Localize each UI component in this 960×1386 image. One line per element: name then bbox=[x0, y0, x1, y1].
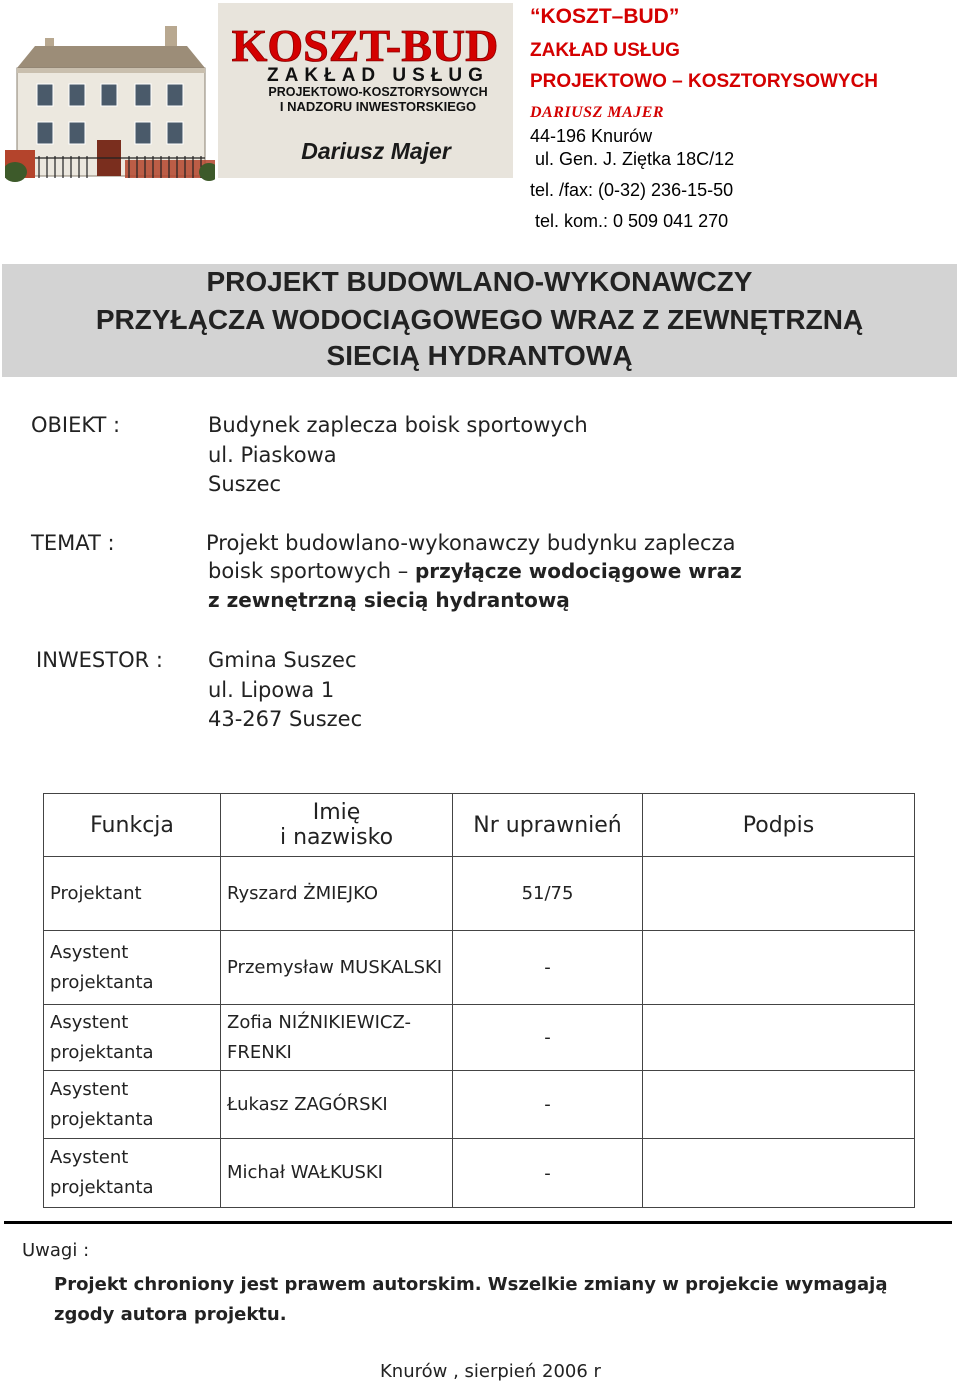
header-name-line-1: Imię bbox=[312, 800, 361, 825]
logo-subtitle-3: I NADZORU INWESTORSKIEGO bbox=[279, 99, 477, 114]
cell-name-text: Michał WAŁKUSKI bbox=[227, 1162, 383, 1183]
cell-name bbox=[221, 931, 453, 1005]
design-team-table bbox=[43, 793, 915, 1208]
cell-name-text: Łukasz ZAGÓRSKI bbox=[227, 1093, 388, 1115]
temat-line-3: z zewnętrzną siecią hydrantową bbox=[208, 588, 570, 612]
header-license: Nr uprawnień bbox=[453, 794, 643, 857]
cell-function-text: Asystent bbox=[50, 941, 129, 963]
note-label: Uwagi : bbox=[22, 1240, 90, 1261]
inwestor-label: INWESTOR : bbox=[36, 648, 163, 672]
header-name-line-2: i nazwisko bbox=[279, 825, 394, 850]
cell-signature bbox=[643, 931, 915, 1005]
cell-license: - bbox=[453, 1071, 643, 1139]
logo-subtitle-2: PROJEKTOWO-KOSZTORYSOWYCH bbox=[268, 85, 488, 99]
cell-function bbox=[44, 931, 221, 1005]
temat-line-2-plain: boisk sportowych – bbox=[208, 559, 415, 583]
company-owner: DARIUSZ MAJER bbox=[530, 104, 665, 121]
copyright-note: Projekt chroniony jest prawem autorskim. Wszelkie zmiany w projekcie wymagają zgody autora projektu. bbox=[54, 1274, 888, 1325]
temat-line-2-bold: przyłącze wodociągowe wraz bbox=[414, 559, 742, 583]
obiekt-line-3: Suszec bbox=[208, 472, 282, 496]
cell-signature bbox=[643, 1071, 915, 1139]
temat-label: TEMAT : bbox=[31, 531, 115, 555]
temat-line-1: Projekt budowlano-wykonawczy budynku zaplecza bbox=[206, 531, 736, 555]
company-type-line-1: ZAKŁAD USŁUG bbox=[530, 40, 680, 61]
temat-line-2 bbox=[208, 559, 742, 583]
table-row bbox=[44, 1005, 915, 1071]
cell-function-text: Asystent bbox=[50, 1078, 129, 1100]
table-header-row bbox=[44, 794, 915, 857]
company-name: “KOSZT–BUD” bbox=[530, 5, 680, 28]
cell-license: - bbox=[453, 1005, 643, 1071]
cell-function bbox=[44, 857, 221, 931]
inwestor-line-3: 43-267 Suszec bbox=[208, 707, 363, 731]
obiekt-line-2: ul. Piaskowa bbox=[208, 443, 337, 467]
cell-function bbox=[44, 1005, 221, 1071]
cell-function-text: projektanta bbox=[50, 1041, 154, 1063]
logo-owner-text: Dariusz Majer bbox=[301, 138, 451, 164]
logo-subtitle-1: ZAKŁAD USŁUG bbox=[267, 65, 489, 86]
company-mobile: tel. kom.: 0 509 041 270 bbox=[535, 211, 729, 231]
cell-name bbox=[221, 1005, 453, 1071]
cell-name bbox=[221, 857, 453, 931]
cell-function-text: Asystent bbox=[50, 1011, 129, 1033]
obiekt-line-1: Budynek zaplecza boisk sportowych bbox=[208, 413, 588, 437]
header-function: Funkcja bbox=[44, 794, 221, 857]
cell-signature bbox=[643, 1005, 915, 1071]
header-signature: Podpis bbox=[643, 794, 915, 857]
cell-signature bbox=[643, 1139, 915, 1208]
horizontal-divider bbox=[4, 1221, 952, 1224]
document-title-line-3: SIECIĄ HYDRANTOWĄ bbox=[326, 340, 633, 371]
inwestor-line-2: ul. Lipowa 1 bbox=[208, 678, 335, 702]
company-city: 44-196 Knurów bbox=[530, 126, 653, 146]
table-row bbox=[44, 857, 915, 931]
cell-signature bbox=[643, 857, 915, 931]
building-illustration bbox=[5, 22, 215, 182]
cell-function bbox=[44, 1139, 221, 1208]
cell-name bbox=[221, 1071, 453, 1139]
cell-function-text: projektanta bbox=[50, 1108, 154, 1130]
cell-function bbox=[44, 1071, 221, 1139]
company-logo bbox=[218, 3, 513, 178]
obiekt-label: OBIEKT : bbox=[31, 413, 121, 437]
cell-name-text: FRENKI bbox=[227, 1041, 292, 1063]
logo-brand-text: KOSZT-BUD bbox=[231, 20, 499, 71]
cell-license: - bbox=[453, 1139, 643, 1208]
table-row bbox=[44, 1139, 915, 1208]
table-row bbox=[44, 931, 915, 1005]
cell-function-text: Asystent bbox=[50, 1147, 129, 1168]
company-phone-fax: tel. /fax: (0-32) 236-15-50 bbox=[530, 180, 734, 200]
cell-license: - bbox=[453, 931, 643, 1005]
cell-function-text: projektanta bbox=[50, 971, 154, 993]
place-and-date: Knurów , sierpień 2006 r bbox=[380, 1361, 601, 1382]
company-street: ul. Gen. J. Ziętka 18C/12 bbox=[535, 149, 735, 169]
cell-name-text: Ryszard ŻMIEJKO bbox=[227, 882, 379, 904]
document-title-band bbox=[2, 264, 957, 377]
company-type-line-2: PROJEKTOWO – KOSZTORYSOWYCH bbox=[530, 71, 879, 92]
document-title-line-1: PROJEKT BUDOWLANO-WYKONAWCZY bbox=[206, 266, 753, 297]
cell-name bbox=[221, 1139, 453, 1208]
document-title-line-2: PRZYŁĄCZA WODOCIĄGOWEGO WRAZ Z ZEWNĘTRZNĄ bbox=[95, 304, 864, 335]
inwestor-line-1: Gmina Suszec bbox=[208, 648, 357, 672]
cell-function-text: Projektant bbox=[50, 882, 142, 904]
cell-function-text: projektanta bbox=[50, 1177, 154, 1198]
cell-name-text: Zofia NIŹNIKIEWICZ- bbox=[227, 1011, 411, 1033]
cell-license: 51/75 bbox=[453, 857, 643, 931]
header-name bbox=[221, 794, 453, 857]
table-row bbox=[44, 1071, 915, 1139]
cell-name-text: Przemysław MUSKALSKI bbox=[227, 956, 443, 978]
